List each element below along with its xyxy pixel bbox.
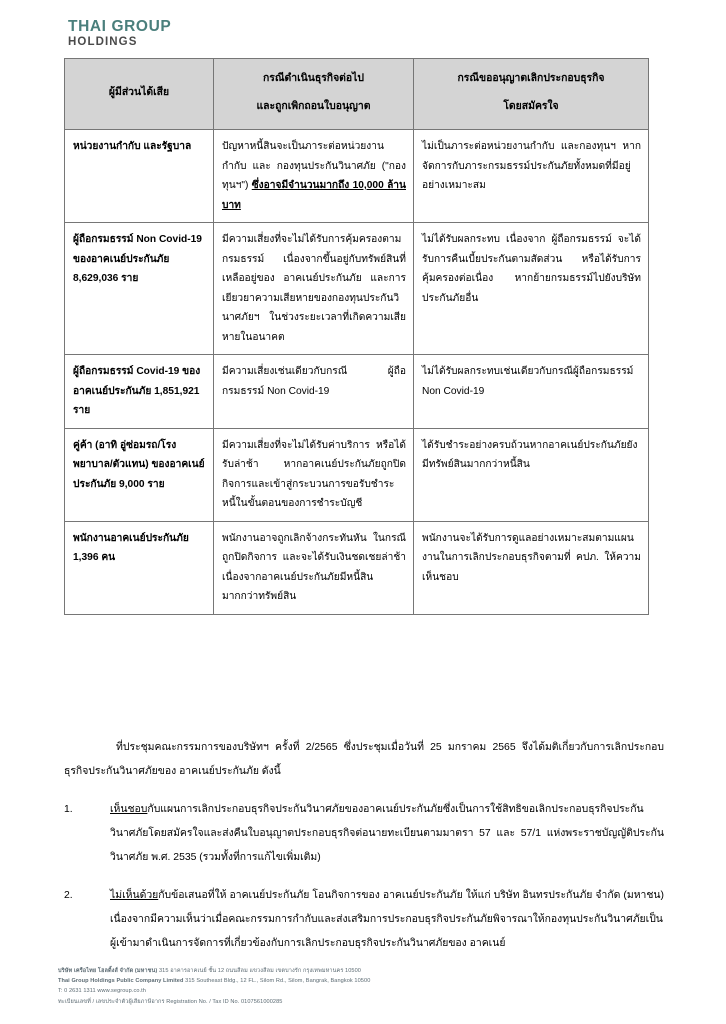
intro-paragraph: ที่ประชุมคณะกรรมการของบริษัทฯ ครั้งที่ 2/2565 ซึ่งประชุมเมื่อวันที่ 25 มกราคม 2565 จึงได้มติเกี่ยวกับการเลิกประกอบธุรกิจประกันวินาศภัยของ อาคเนย์ประกันภัย ดังนี้ (64, 742, 664, 777)
footer-contact: T: 0 2631 1311 www.segroup.co.th (58, 988, 146, 995)
cell-continue-business: มีความเสี่ยงที่จะไม่ได้รับค่าบริการ หรือได้รับล่าช้า หากอาคเนย์ประกันภัยถูกปิดกิจการและเข้าสู่กระบวนการขอรับชำระหนี้ในขั้นตอนของการชำระบัญชี (214, 428, 414, 521)
cell-voluntary-cease: พนักงานจะได้รับการดูแลอย่างเหมาะสมตามแผนงานในการเลิกประกอบธุรกิจตามที่ คปภ. ให้ความเห็นชอบ (414, 521, 649, 614)
cell-stakeholder: คู่ค้า (อาทิ อู่ซ่อมรถ/โรงพยาบาล/ตัวแทน) ของอาคเนย์ประกันภัย 9,000 ราย (65, 428, 214, 521)
column-header-stakeholder (65, 59, 214, 130)
list-item-text (110, 798, 664, 870)
column-header-voluntary-line1: กรณีขออนุญาตเลิกประกอบธุรกิจ (457, 73, 605, 84)
footer-registration: ทะเบียนเลขที่ / เลขประจำตัวผู้เสียภาษีอากร Registration No. / Tax ID No. 0107561000285 (58, 998, 283, 1005)
stakeholder-impact-table (64, 58, 649, 615)
list-item (64, 798, 664, 870)
cell-voluntary-cease: ไม่ได้รับผลกระทบ เนื่องจาก ผู้ถือกรมธรรม์ จะได้รับการคืนเบี้ยประกันตามสัดส่วน หรือได้รับการคุ้มครองต่อเนื่อง หากย้ายกรมธรรม์ไปยังบริษัทประกันภัยอื่น (414, 223, 649, 355)
table-row (65, 223, 649, 355)
column-header-voluntary-cease (414, 59, 649, 130)
table-body (65, 130, 649, 615)
body-section (64, 736, 664, 970)
footer-address-thai-text: 315 อาคารอาคเนย์ ชั้น 12 ถนนสีลม แขวงสีลม เขตบางรัก กรุงเทพมหานคร 10500 (157, 968, 361, 974)
column-header-continue-line2: และถูกเพิกถอนใบอนุญาต (256, 101, 371, 112)
cell-emphasis-text: ซึ่งอาจมีจำนวนมากถึง 10,000 ล้านบาท (222, 180, 406, 211)
table-row (65, 428, 649, 521)
column-header-stakeholder-line1: ผู้มีส่วนได้เสีย (108, 87, 170, 98)
cell-stakeholder: ผู้ถือกรมธรรม์ Non Covid-19 ของอาคเนย์ประกันภัย 8,629,036 ราย (65, 223, 214, 355)
table-row (65, 355, 649, 429)
cell-text: ปัญหาหนี้สินจะเป็นภาระต่อหน่วยงานกำกับ และ กองทุนประกันวินาศภัย ("กองทุนฯ") (222, 141, 406, 191)
cell-stakeholder: พนักงานอาคเนย์ประกันภัย 1,396 คน (65, 521, 214, 614)
list-item-text (110, 884, 664, 956)
table-header (65, 59, 649, 130)
table-header-row (65, 59, 649, 130)
list-item-lead-underlined: เห็นชอบ (110, 804, 148, 815)
list-item-lead-underlined: ไม่เห็นด้วย (110, 890, 159, 901)
column-header-continue-business (214, 59, 414, 130)
cell-continue-business: มีความเสี่ยงที่จะไม่ได้รับการคุ้มครองตามกรมธรรม์ เนื่องจากขึ้นอยู่กับทรัพย์สินที่เหลืออยู่ของ อาคเนย์ประกันภัย และการเยียวยาความเสียหายของกองทุนประกันวินาศภัยฯ ในช่วงระยะเวลาที่เกิดความเสียหายในอนาคต (214, 223, 414, 355)
cell-voluntary-cease: ไม่เป็นภาระต่อหน่วยงานกำกับ และกองทุนฯ หากจัดการกับภาระกรมธรรม์ประกันภัยทั้งหมดที่มีอยู่อย่างเหมาะสม (414, 130, 649, 223)
list-item-number: 1. (64, 804, 73, 815)
footer-address-english (58, 976, 678, 986)
column-header-voluntary-line2: โดยสมัครใจ (503, 101, 559, 112)
footer-company-name-thai: บริษัท เครือไทย โฮลดิ้งส์ จำกัด (มหาชน) (58, 968, 158, 974)
page-footer (58, 966, 678, 1007)
cell-stakeholder: หน่วยงานกำกับ และรัฐบาล (65, 130, 214, 223)
footer-address-english-text: 315 Southeast Bldg., 12 FL., Silom Rd., Silom, Bangrak, Bangkok 10500 (183, 978, 371, 985)
cell-voluntary-cease: ไม่ได้รับผลกระทบเช่นเดียวกับกรณีผู้ถือกรมธรรม์ Non Covid-19 (414, 355, 649, 429)
company-logo (68, 18, 171, 50)
table-row (65, 521, 649, 614)
column-header-continue-line1: กรณีดำเนินธุรกิจต่อไป (263, 73, 364, 84)
cell-continue-business (214, 130, 414, 223)
table-row (65, 130, 649, 223)
resolution-list (64, 798, 664, 956)
cell-continue-business: มีความเสี่ยงเช่นเดียวกับกรณี ผู้ถือกรมธรรม์ Non Covid-19 (214, 355, 414, 429)
cell-voluntary-cease: ได้รับชำระอย่างครบถ้วนหากอาคเนย์ประกันภัยยังมีทรัพย์สินมากกว่าหนี้สิน (414, 428, 649, 521)
list-item-body: กับแผนการเลิกประกอบธุรกิจประกันวินาศภัยของอาคเนย์ประกันภัยซึ่งเป็นการใช้สิทธิขอเลิกประกอบธุรกิจประกันวินาศภัยโดยสมัครใจและส่งคืนใบอนุญาตประกอบธุรกิจต่อนายทะเบียนตามมาตรา 57 และ 57/1 แห่งพระราชบัญญัติประกันวินาศภัย พ.ศ. 2535 (รวมทั้งที่การแก้ไขเพิ่มเติม) (110, 804, 664, 863)
logo-primary-text: THAI GROUP (68, 18, 172, 35)
list-item (64, 884, 664, 956)
logo-secondary-text: HOLDINGS (68, 36, 138, 48)
cell-stakeholder: ผู้ถือกรมธรรม์ Covid-19 ของอาคเนย์ประกันภัย 1,851,921 ราย (65, 355, 214, 429)
footer-address-thai (58, 966, 678, 976)
cell-continue-business: พนักงานอาจถูกเลิกจ้างกระทันหัน ในกรณีถูกปิดกิจการ และจะได้รับเงินชดเชยล่าช้า เนื่องจากอาคเนย์ประกันภัยมีหนี้สินมากกว่าทรัพย์สิน (214, 521, 414, 614)
list-item-number: 2. (64, 890, 73, 901)
footer-company-name-english: Thai Group Holdings Public Company Limited (58, 978, 184, 985)
list-item-body: กับข้อเสนอที่ให้ อาคเนย์ประกันภัย โอนกิจการของ อาคเนย์ประกันภัย ให้แก่ บริษัท อินทรประกันภัย จำกัด (มหาชน) เนื่องจากมีความเห็นว่าเมื่อคณะกรรมการกำกับและส่งเสริมการประกอบธุรกิจประกันภัยพิจารณาให้กองทุนประกันวินาศภัยเป็นผู้เข้ามาดำเนินการจัดการที่เกี่ยวข้องกับการเลิกประกอบธุรกิจประกันวินาศภัยของ อาคเนย์ (110, 890, 664, 949)
